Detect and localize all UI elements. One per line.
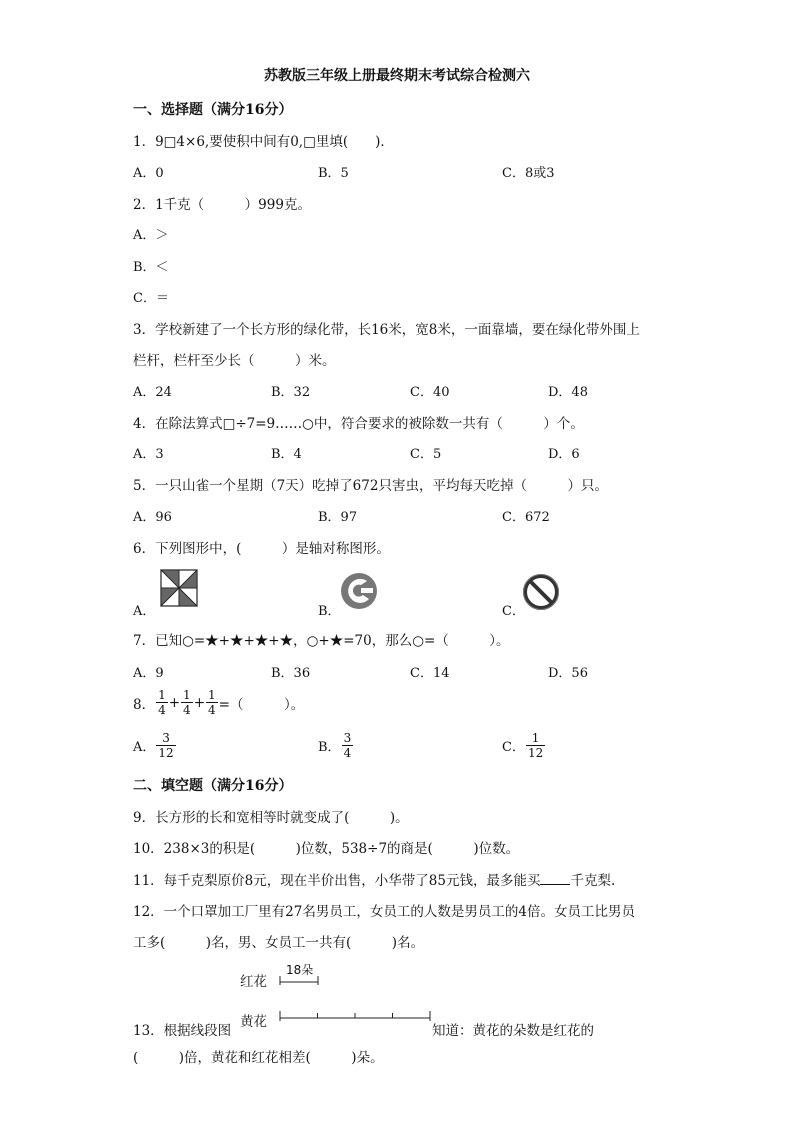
- q3-option-d[interactable]: D．48: [548, 385, 588, 400]
- q6-option-c[interactable]: C．: [502, 604, 525, 619]
- q4-option-c[interactable]: C．5: [410, 447, 442, 462]
- section-heading-choice: 一、选择题（满分16分）: [133, 102, 293, 118]
- page-title: 苏教版三年级上册最终期末考试综合检测六: [264, 68, 530, 84]
- q7-option-c[interactable]: C．14: [410, 666, 450, 681]
- question-8: [133, 688, 304, 717]
- q6-option-b[interactable]: B．: [318, 604, 341, 619]
- q8-tail: =（ ）。: [218, 696, 305, 713]
- section-heading-fill: 二、填空题（满分16分）: [133, 778, 293, 794]
- question-10: 10．238×3的积是( )位数，538÷7的商是( )位数。: [133, 841, 520, 857]
- question-11: [133, 869, 615, 889]
- q7-option-a[interactable]: A．9: [133, 666, 164, 681]
- q8-option-b-label: B．: [318, 740, 341, 755]
- yellow-flower-segment: [279, 1008, 433, 1022]
- q3-option-c[interactable]: C．40: [410, 385, 450, 400]
- q7-option-d[interactable]: D．56: [548, 666, 588, 681]
- q11-tail: 千克梨.: [570, 873, 616, 889]
- q7-option-b[interactable]: B．36: [271, 666, 311, 681]
- question-3-line-1: 3．学校新建了一个长方形的绿化带，长16米，宽8米，一面靠墙，要在绿化带外围上: [133, 322, 640, 338]
- prohibition-sign-figure: [522, 573, 560, 611]
- question-13-text: 13．根据线段图: [133, 1023, 232, 1039]
- question-12-line-1: 12．一个口罩加工厂里有27名男员工，女员工的人数是男员工的4倍。女员工比男员: [133, 904, 635, 920]
- question-6: 6．下列图形中，( ）是轴对称图形。: [133, 541, 390, 557]
- q8-option-b-fraction: $\frac{3}{4}$: [343, 731, 352, 760]
- q2-option-c[interactable]: C．＝: [133, 291, 169, 306]
- question-3-line-2: 栏杆，栏杆至少长（ ）米。: [133, 353, 336, 369]
- q8-fraction-2: $\frac{1}{4}$: [183, 688, 191, 717]
- question-2: 2．1千克（ ）999克。: [133, 197, 311, 213]
- red-flower-count: 18朵: [286, 963, 314, 977]
- q5-option-c[interactable]: C．672: [502, 510, 550, 525]
- question-5: 5．一只山雀一个星期（7天）吃掉了672只害虫，平均每天吃掉（ ）只。: [133, 478, 608, 494]
- q8-fraction-3: $\frac{1}{4}$: [208, 688, 216, 717]
- q11-text: 11．每千克梨原价8元，现在半价出售，小华带了85元钱，最多能买: [133, 873, 541, 889]
- yellow-flower-label: 黄花: [240, 1014, 267, 1030]
- pinwheel-figure: [160, 569, 198, 607]
- q8-number: 8．: [133, 696, 156, 713]
- q8-option-a-fraction: $\frac{3}{12}$: [158, 731, 174, 760]
- q3-option-a[interactable]: A．24: [133, 385, 172, 400]
- q1-option-c[interactable]: C．8或3: [502, 166, 555, 181]
- q1-option-b[interactable]: B．5: [318, 166, 349, 181]
- question-4: 4．在除法算式□÷7=9……○中，符合要求的被除数一共有（ ）个。: [133, 416, 584, 432]
- q4-option-d[interactable]: D．6: [548, 447, 580, 462]
- q8-option-b[interactable]: [318, 731, 354, 760]
- q5-option-b[interactable]: B．97: [318, 510, 358, 525]
- question-9: 9．长方形的长和宽相等时就变成了( )。: [133, 810, 409, 826]
- q8-option-c[interactable]: [502, 731, 546, 760]
- q11-answer-blank[interactable]: [540, 872, 570, 885]
- q2-option-b[interactable]: B．＜: [133, 260, 169, 275]
- question-13-text-cont: 知道：黄花的朵数是红花的: [432, 1023, 594, 1039]
- q8-fraction-1: $\frac{1}{4}$: [158, 688, 166, 717]
- q5-option-a[interactable]: A．96: [133, 510, 172, 525]
- q6-option-a[interactable]: A．: [133, 604, 156, 619]
- question-1: 1．9□4×6,要使积中间有0,□里填( )．: [133, 134, 394, 150]
- q2-option-a[interactable]: A．＞: [133, 228, 169, 243]
- q3-option-b[interactable]: B．32: [271, 385, 311, 400]
- q8-option-a[interactable]: [133, 731, 177, 760]
- bank-logo-figure: [339, 571, 381, 611]
- q4-option-a[interactable]: A．3: [133, 447, 164, 462]
- q8-option-a-label: A．: [133, 740, 156, 755]
- q1-option-a[interactable]: A．0: [133, 166, 164, 181]
- q8-plus-1: +: [168, 694, 181, 711]
- question-7: 7．已知○=★+★+★+★，○+★=70，那么○=（ ）。: [133, 633, 510, 649]
- red-flower-segment: [279, 974, 321, 986]
- q8-option-c-label: C．: [502, 740, 525, 755]
- question-12-line-2: 工多( )名，男、女员工一共有( )名。: [133, 935, 425, 951]
- red-flower-label: 红花: [240, 974, 267, 990]
- q8-option-c-fraction: $\frac{1}{12}$: [527, 731, 544, 760]
- q4-option-b[interactable]: B．4: [271, 447, 302, 462]
- question-13-line-2: ( )倍，黄花和红花相差( )朵。: [133, 1050, 384, 1066]
- q8-plus-2: +: [193, 694, 205, 711]
